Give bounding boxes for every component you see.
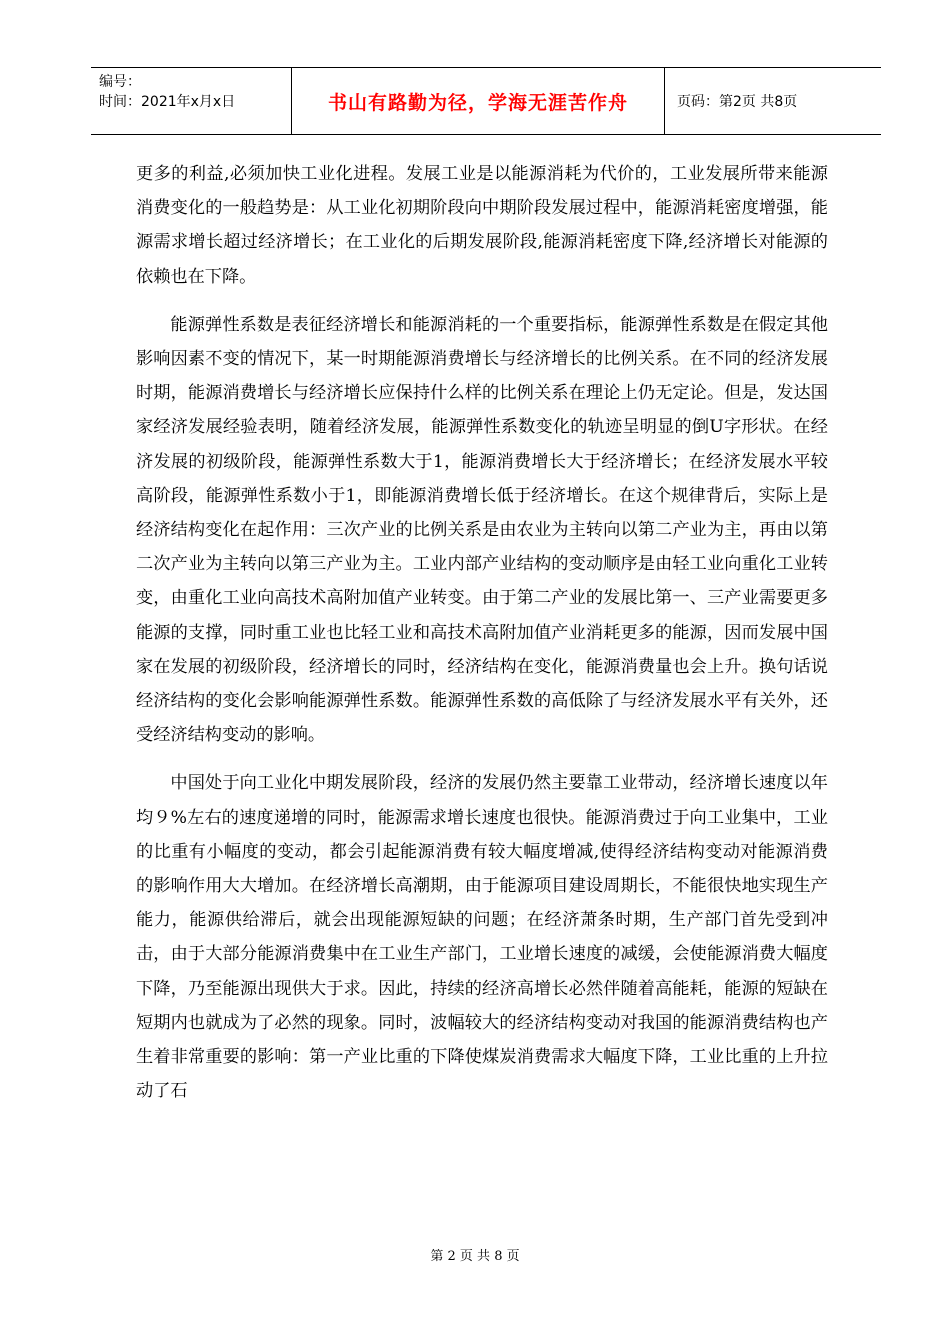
time-label: 时间：2021年x月x日: [99, 94, 236, 110]
document-body: [136, 157, 828, 1122]
page-header: [91, 67, 881, 135]
page-footer: 第 2 页 共 8 页: [430, 1249, 520, 1264]
header-meta: [91, 68, 292, 134]
header-page-info: 页码：第2页 共8页: [677, 94, 798, 110]
paragraph-1: 更多的利益,必须加快工业化进程。发展工业是以能源消耗为代价的，工业发展所带来能源消费变化的一般趋势是：从工业化初期阶段向中期阶段发展过程中，能源消耗密度增强，能源需求增长超过经济增长；在工业化的后期发展阶段,能源消耗密度下降,经济增长对能源的依赖也在下降。: [136, 164, 828, 287]
paragraph-2: 能源弹性系数是表征经济增长和能源消耗的一个重要指标，能源弹性系数是在假定其他影响因素不变的情况下，某一时期能源消费增长与经济增长的比例关系。在不同的经济发展时期，能源消费增长与经济增长应保持什么样的比例关系在理论上仍无定论。但是，发达国家经济发展经验表明，随着经济发展，能源弹性系数变化的轨迹呈明显的倒U字形状。在经济发展的初级阶段，能源弹性系数大于1，能源消费增长大于经济增长；在经济发展水平较高阶段，能源弹性系数小于1，即能源消费增长低于经济增长。在这个规律背后，实际上是经济结构变化在起作用：三次产业的比例关系是由农业为主转向以第二产业为主，再由以第二次产业为主转向以第三产业为主。工业内部产业结构的变动顺序是由轻工业向重化工业转变，由重化工业向高技术高附加值产业转变。由于第二产业的发展比第一、三产业需要更多能源的支撑，同时重工业也比轻工业和高技术高附加值产业消耗更多的能源，因而发展中国家在发展的初级阶段，经济增长的同时，经济结构在变化，能源消费量也会上升。换句话说经济结构的变化会影响能源弹性系数。能源弹性系数的高低除了与经济发展水平有关外，还受经济结构变动的影响。: [136, 314, 828, 746]
paragraph-3: 中国处于向工业化中期发展阶段，经济的发展仍然主要靠工业带动，经济增长速度以年均９%左右的速度递增的同时，能源需求增长速度也很快。能源消费过于向工业集中，工业的比重有小幅度的变动，都会引起能源消费有较大幅度增减,使得经济结构变动对能源消费的影响作用大大增加。在经济增长高潮期，由于能源项目建设周期长，不能很快地实现生产能力，能源供给滞后，就会出现能源短缺的问题；在经济萧条时期，生产部门首先受到冲击，由于大部分能源消费集中在工业生产部门，工业增长速度的减缓，会使能源消费大幅度下降，乃至能源出现供大于求。因此，持续的经济高增长必然伴随着高能耗，能源的短缺在短期内也就成为了必然的现象。同时，波幅较大的经济结构变动对我国的能源消费结构也产生着非常重要的影响：第一产业比重的下降使煤炭消费需求大幅度下降，工业比重的上升拉动了石: [136, 773, 828, 1102]
serial-label: 编号：: [99, 74, 141, 90]
header-motto: 书山有路勤为径，学海无涯苦作舟: [292, 68, 665, 134]
